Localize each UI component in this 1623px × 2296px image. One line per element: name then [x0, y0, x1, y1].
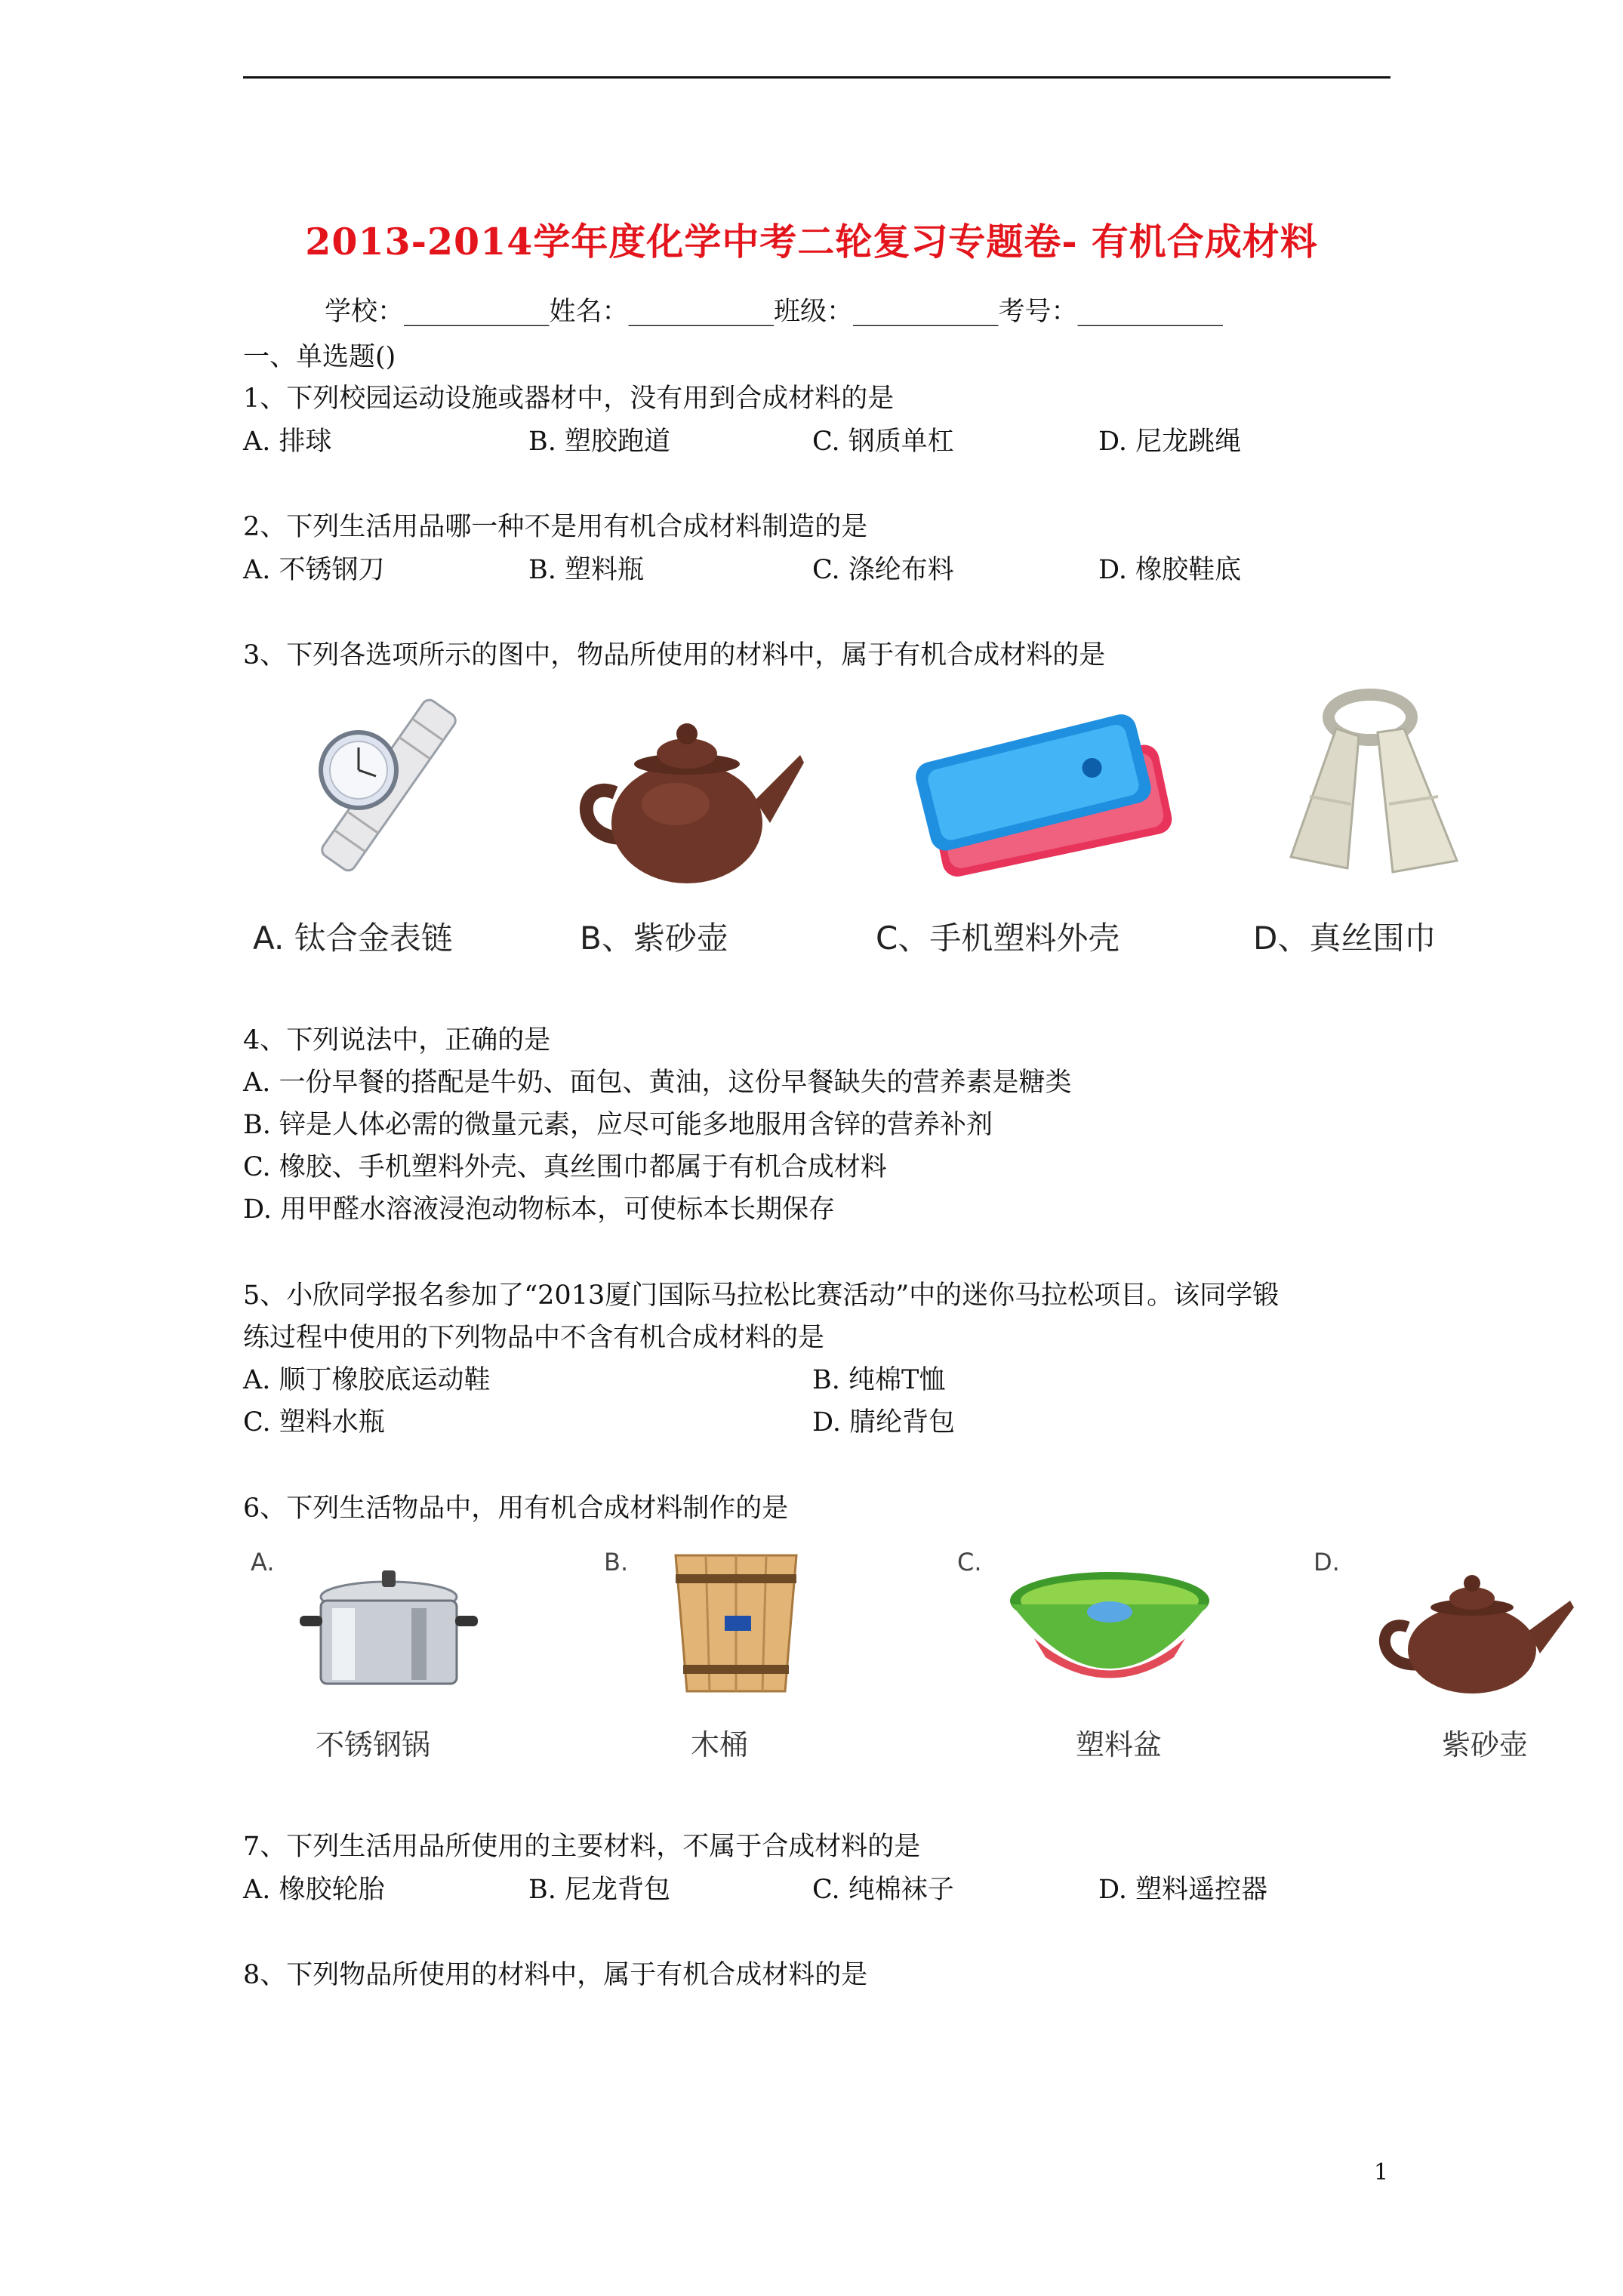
q5-option-c: C. 塑料水瓶: [243, 1407, 385, 1438]
q3-caption-c: C、手机塑料外壳: [876, 920, 1120, 957]
q6-stem: 6、下列生活物品中，用有机合成材料制作的是: [243, 1493, 789, 1524]
q1-option-a: A. 排球: [243, 427, 332, 457]
q7-option-c: C. 纯棉袜子: [812, 1875, 954, 1905]
phone-plastic-case-image: [902, 713, 1189, 883]
q2-option-c: C. 涤纶布料: [812, 555, 954, 585]
q1-stem: 1、下列校园运动设施或器材中，没有用到合成材料的是: [243, 384, 895, 414]
q3-caption-d: D、真丝围巾: [1253, 920, 1437, 957]
q3-caption-b: B、紫砂壶: [580, 920, 728, 957]
page-number: 1: [1374, 2159, 1389, 2186]
titanium-watch-strap-image: [287, 687, 491, 883]
page-title: 2013-2014学年度化学中考二轮复习专题卷- 有机合成材料: [305, 220, 1318, 264]
q3-caption-a: A. 钛合金表链: [253, 920, 453, 957]
q6-letter-a: A.: [251, 1548, 275, 1576]
q7-option-d: D. 塑料遥控器: [1098, 1875, 1268, 1905]
plastic-basin-image: [1004, 1567, 1215, 1691]
q1-option-d: D. 尼龙跳绳: [1098, 427, 1242, 457]
q1-option-b: B. 塑胶跑道: [528, 427, 670, 457]
q6-caption-a: 不锈钢锅: [316, 1728, 431, 1761]
q4-option-a: A. 一份早餐的搭配是牛奶、面包、黄油，这份早餐缺失的营养素是糖类: [243, 1068, 1072, 1098]
q5-option-a: A. 顺丁橡胶底运动鞋: [243, 1365, 491, 1395]
stainless-steel-pot-image: [298, 1555, 479, 1699]
q5-stem-line2: 练过程中使用的下列物品中不含有机合成材料的是: [243, 1323, 825, 1353]
q7-option-a: A. 橡胶轮胎: [243, 1875, 385, 1905]
q2-stem: 2、下列生活用品哪一种不是用有机合成材料制造的是: [243, 512, 868, 542]
q5-stem-line1: 5、小欣同学报名参加了“2013厦门国际马拉松比赛活动”中的迷你马拉松项目。该同学锻: [243, 1281, 1280, 1311]
student-info-line: 学校：___________姓名：___________班级：___________考号：___________: [325, 297, 1224, 327]
q5-option-b: B. 纯棉T恤: [812, 1365, 946, 1395]
q4-option-c: C. 橡胶、手机塑料外壳、真丝围巾都属于有机合成材料: [243, 1152, 887, 1182]
zisha-teapot-small-image: [1359, 1559, 1578, 1695]
q4-option-b: B. 锌是人体必需的微量元素，应尽可能多地服用含锌的营养补剂: [243, 1110, 993, 1140]
q6-caption-d: 紫砂壶: [1442, 1728, 1529, 1761]
header-rule: [243, 76, 1390, 79]
zisha-teapot-image: [562, 710, 812, 891]
q6-letter-d: D.: [1313, 1548, 1340, 1576]
q4-stem: 4、下列说法中，正确的是: [243, 1025, 551, 1056]
q4-option-d: D. 用甲醛水溶液浸泡动物标本，可使标本长期保存: [243, 1194, 836, 1225]
q2-option-b: B. 塑料瓶: [528, 555, 644, 585]
q6-letter-c: C.: [957, 1548, 982, 1576]
q7-stem: 7、下列生活用品所使用的主要材料，不属于合成材料的是: [243, 1832, 921, 1862]
silk-scarf-image: [1264, 683, 1476, 876]
wooden-bucket-image: [664, 1540, 808, 1699]
q7-option-b: B. 尼龙背包: [528, 1875, 670, 1905]
section-heading: 一、单选题(): [243, 342, 396, 372]
q5-option-d: D. 腈纶背包: [812, 1407, 956, 1438]
q2-option-d: D. 橡胶鞋底: [1098, 555, 1242, 585]
q3-stem: 3、下列各选项所示的图中，物品所使用的材料中，属于有机合成材料的是: [243, 640, 1106, 670]
q6-letter-b: B.: [604, 1548, 629, 1576]
q6-caption-c: 塑料盆: [1076, 1728, 1163, 1761]
q8-stem: 8、下列物品所使用的材料中，属于有机合成材料的是: [243, 1960, 868, 1990]
q6-caption-b: 木桶: [691, 1728, 749, 1761]
q2-option-a: A. 不锈钢刀: [243, 555, 385, 585]
q1-option-c: C. 钢质单杠: [812, 427, 954, 457]
